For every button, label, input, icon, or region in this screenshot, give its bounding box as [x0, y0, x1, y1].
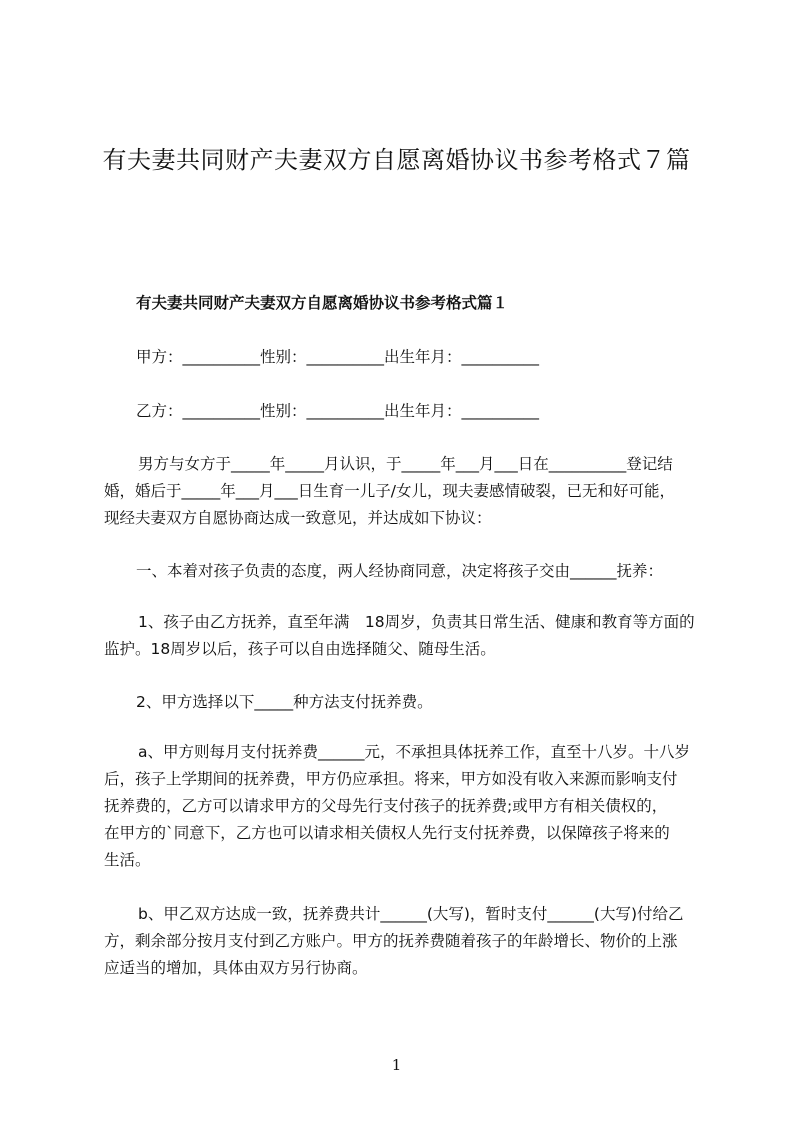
- party-b-line: 乙方：__________性别：__________出生年月：__________: [136, 402, 540, 420]
- document-title: 有夫妻共同财产夫妻双方自愿离婚协议书参考格式７篇: [102, 146, 691, 174]
- intro-line-1: 男方与女方于_____年_____月认识，于_____年___月___日在__________登记结: [138, 455, 673, 473]
- item-1-line-2: 监护。18周岁以后，孩子可以自由选择随父、随母生活。: [104, 640, 496, 658]
- item-1-paragraph: [104, 609, 704, 663]
- item-a-paragraph: [104, 739, 704, 874]
- page-number: 1: [391, 1056, 402, 1074]
- item-1-line-1: 1、孩子由乙方抚养，直至年满 18周岁，负责其日常生活、健康和教育等方面的: [138, 613, 695, 631]
- item-a-line-5: 生活。: [104, 851, 151, 869]
- clause-1: 一、本着对孩子负责的态度，两人经协商同意，决定将孩子交由______抚养：: [136, 562, 664, 580]
- party-a-line: 甲方：__________性别：__________出生年月：__________: [136, 348, 540, 366]
- item-b-line-2: 方，剩余部分按月支付到乙方账户。甲方的抚养费随着孩子的年龄增长、物价的上涨: [104, 932, 678, 950]
- item-2: 2、甲方选择以下_____种方法支付抚养费。: [136, 693, 433, 711]
- item-b-line-1: b、甲乙双方达成一致，抚养费共计______(大写)，暂时支付______(大写)付给乙: [138, 905, 684, 923]
- item-a-line-4: 在甲方的`同意下，乙方也可以请求相关债权人先行支付抚养费，以保障孩子将来的: [104, 824, 670, 842]
- intro-paragraph: [104, 451, 704, 532]
- intro-line-3: 现经夫妻双方自愿协商达成一致意见，并达成如下协议：: [104, 509, 492, 527]
- intro-line-2: 婚，婚后于_____年___月___日生育一儿子/女儿，现夫妻感情破裂，已无和好可能，: [104, 482, 675, 500]
- item-a-line-3: 抚养费的，乙方可以请求甲方的父母先行支付孩子的抚养费;或甲方有相关债权的，: [104, 797, 668, 815]
- item-a-line-1: a、甲方则每月支付抚养费______元，不承担具体抚养工作，直至十八岁。十八岁: [138, 743, 691, 761]
- item-b-line-3: 应适当的增加，具体由双方另行协商。: [104, 959, 368, 977]
- item-b-paragraph: [104, 901, 704, 982]
- item-a-line-2: 后，孩子上学期间的抚养费，甲方仍应承担。将来，甲方如没有收入来源而影响支付: [104, 770, 678, 788]
- section-heading: 有夫妻共同财产夫妻双方自愿离婚协议书参考格式篇１: [136, 294, 509, 312]
